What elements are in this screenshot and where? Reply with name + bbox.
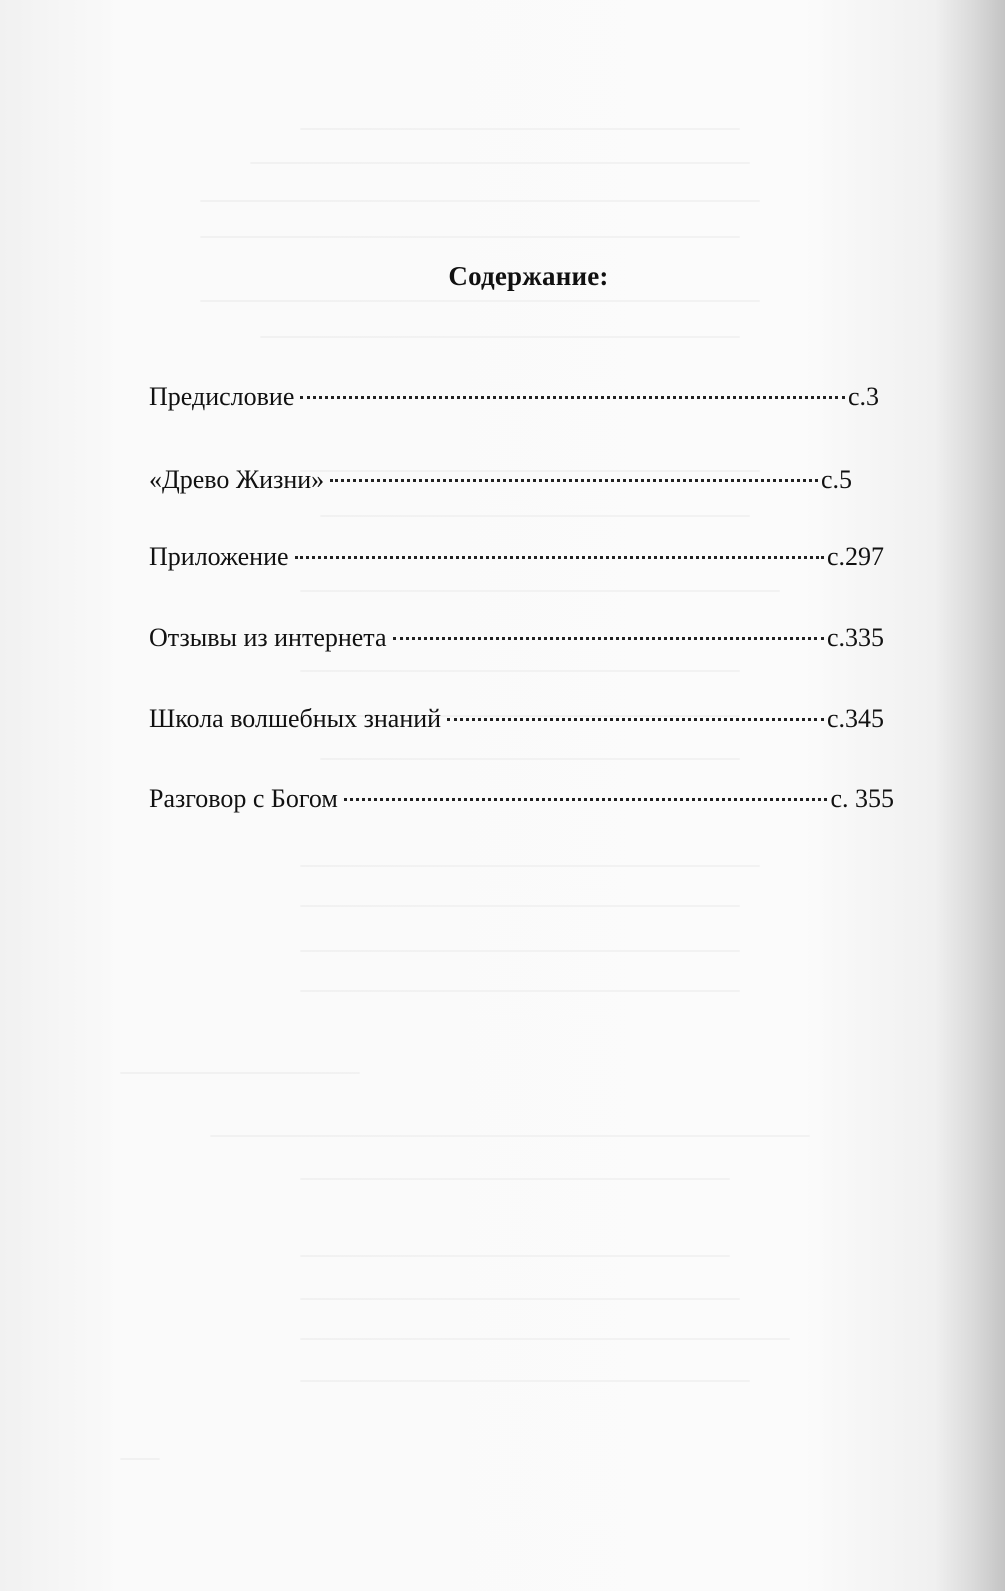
toc-entry-page: с.3 <box>847 382 879 411</box>
toc-entry-page: с.297 <box>826 542 884 571</box>
toc-entry <box>149 465 852 495</box>
toc-leader-dots <box>295 556 824 559</box>
toc-entry-title: Приложение <box>149 542 289 571</box>
toc-leader-dots <box>300 396 845 399</box>
toc-entry-page: с. 355 <box>830 784 894 813</box>
contents-heading: Содержание: <box>448 261 609 291</box>
toc-leader-dots <box>393 637 824 640</box>
toc-entry <box>149 704 884 734</box>
toc-entry-title: «Древо Жизни» <box>149 465 325 494</box>
toc-entry-title: Отзывы из интернета <box>149 623 387 652</box>
toc-entry <box>149 382 879 412</box>
toc-entry <box>149 784 894 814</box>
toc-leader-dots <box>447 718 824 721</box>
toc-entry-page: с.335 <box>826 623 884 652</box>
toc-entry-page: с.345 <box>826 704 884 733</box>
toc-entry-title: Предисловие <box>149 382 295 411</box>
toc-leader-dots <box>344 798 828 801</box>
toc-entry-title: Разговор с Богом <box>149 784 338 813</box>
toc-entry <box>149 542 884 572</box>
toc-leader-dots <box>330 479 818 482</box>
toc-entry-title: Школа волшебных знаний <box>149 704 442 733</box>
toc-entry <box>149 623 884 653</box>
toc-entry-page: с.5 <box>820 465 852 494</box>
